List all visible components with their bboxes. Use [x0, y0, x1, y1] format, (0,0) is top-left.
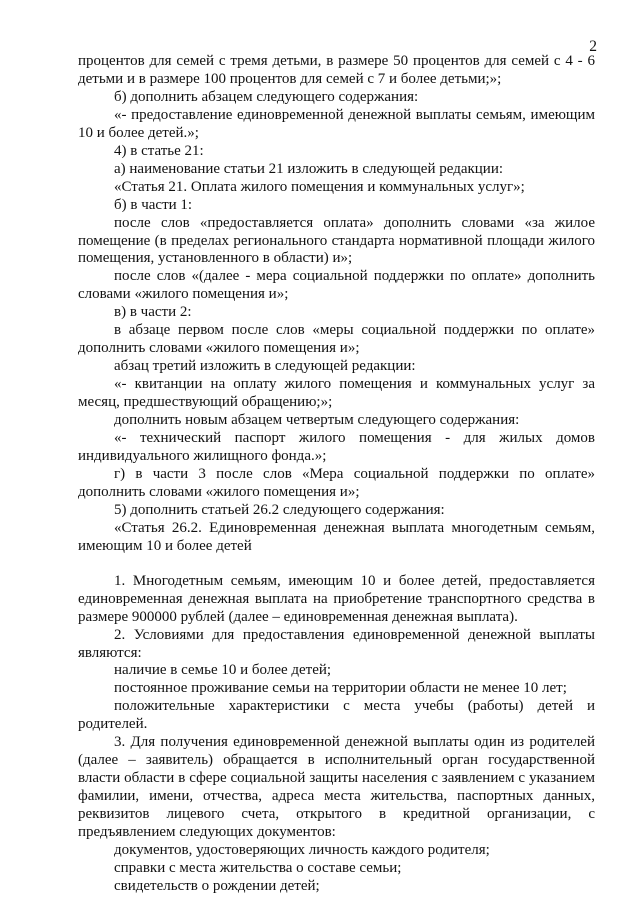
paragraph: а) наименование статьи 21 изложить в следующей редакции:: [114, 160, 504, 177]
condition-item: положительные характеристики с места учебы (работы) детей и родителей.: [78, 698, 595, 733]
paragraph: абзац третий изложить в следующей редакции:: [114, 358, 416, 375]
paragraph: дополнить новым абзацем четвертым следующего содержания:: [114, 412, 520, 429]
paragraph: после слов «предоставляется оплата» дополнить словами «за жилое помещение (в пределах регионального стандарта нормативной площади жилого помещения, установленного в области) и»;: [78, 214, 595, 267]
paragraph: б) в части 1:: [114, 196, 193, 213]
condition-item: постоянное проживание семьи на территории области не менее 10 лет;: [114, 680, 567, 697]
paragraph: «- квитанции на оплату жилого помещения и коммунальных услуг за месяц, предшествующий обращению;»;: [78, 376, 595, 411]
paragraph: 5) дополнить статьей 26.2 следующего содержания:: [114, 501, 445, 518]
document-body: [78, 53, 595, 896]
article-clause-2: 2. Условиями для предоставления единовременной денежной выплаты являются:: [78, 626, 595, 661]
paragraph: в абзаце первом после слов «меры социальной поддержки по оплате» дополнить словами «жилого помещения и»;: [78, 322, 595, 357]
article-clause-1: 1. Многодетным семьям, имеющим 10 и более детей, предоставляется единовременная денежная выплата на приобретение транспортного средства в размере 900000 рублей (далее – единовременная денежная выплата).: [78, 572, 595, 625]
document-list-item: свидетельств о рождении детей;: [114, 877, 320, 894]
paragraph: в) в части 2:: [114, 304, 192, 321]
paragraph: «- предоставление единовременной денежной выплаты семьям, имеющим 10 и более детей.»;: [78, 106, 595, 141]
paragraph: «- технический паспорт жилого помещения - для жилых домов индивидуального жилищного фонда.»;: [78, 430, 595, 464]
paragraph: «Статья 21. Оплата жилого помещения и коммунальных услуг»;: [114, 178, 525, 195]
document-list-item: документов, удостоверяющих личность каждого родителя;: [114, 841, 490, 858]
page-number: 2: [589, 38, 597, 55]
paragraph: 4) в статье 21:: [114, 142, 204, 159]
condition-item: наличие в семье 10 и более детей;: [114, 662, 332, 679]
paragraph: г) в части 3 после слов «Мера социальной поддержки по оплате» дополнить словами «жилого помещения и»;: [78, 465, 595, 500]
paragraph: б) дополнить абзацем следующего содержания:: [114, 88, 419, 105]
paragraph: после слов «(далее - мера социальной поддержки по оплате» дополнить словами «жилого помещения и»;: [78, 268, 595, 303]
document-list-item: справки с места жительства о составе семьи;: [114, 859, 402, 876]
article-clause-3: 3. Для получения единовременной денежной выплаты один из родителей (далее – заявитель) обращается в исполнительный орган государственной власти области в сфере социальной защиты населения с заявлением с указанием фамилии, имени, отчества, адреса места жительства, паспортных данных, реквизитов лицевого счета, открытого в кредитной организации, с предъявлением следующих документов:: [78, 734, 595, 841]
paragraph-continuation: процентов для семей с тремя детьми, в размере 50 процентов для семей с 4 - 6 детьми и в размере 100 процентов для семей с 7 и более детьми;»;: [78, 53, 595, 87]
article-heading: «Статья 26.2. Единовременная денежная выплата многодетным семьям, имеющим 10 и более детей: [78, 519, 595, 554]
